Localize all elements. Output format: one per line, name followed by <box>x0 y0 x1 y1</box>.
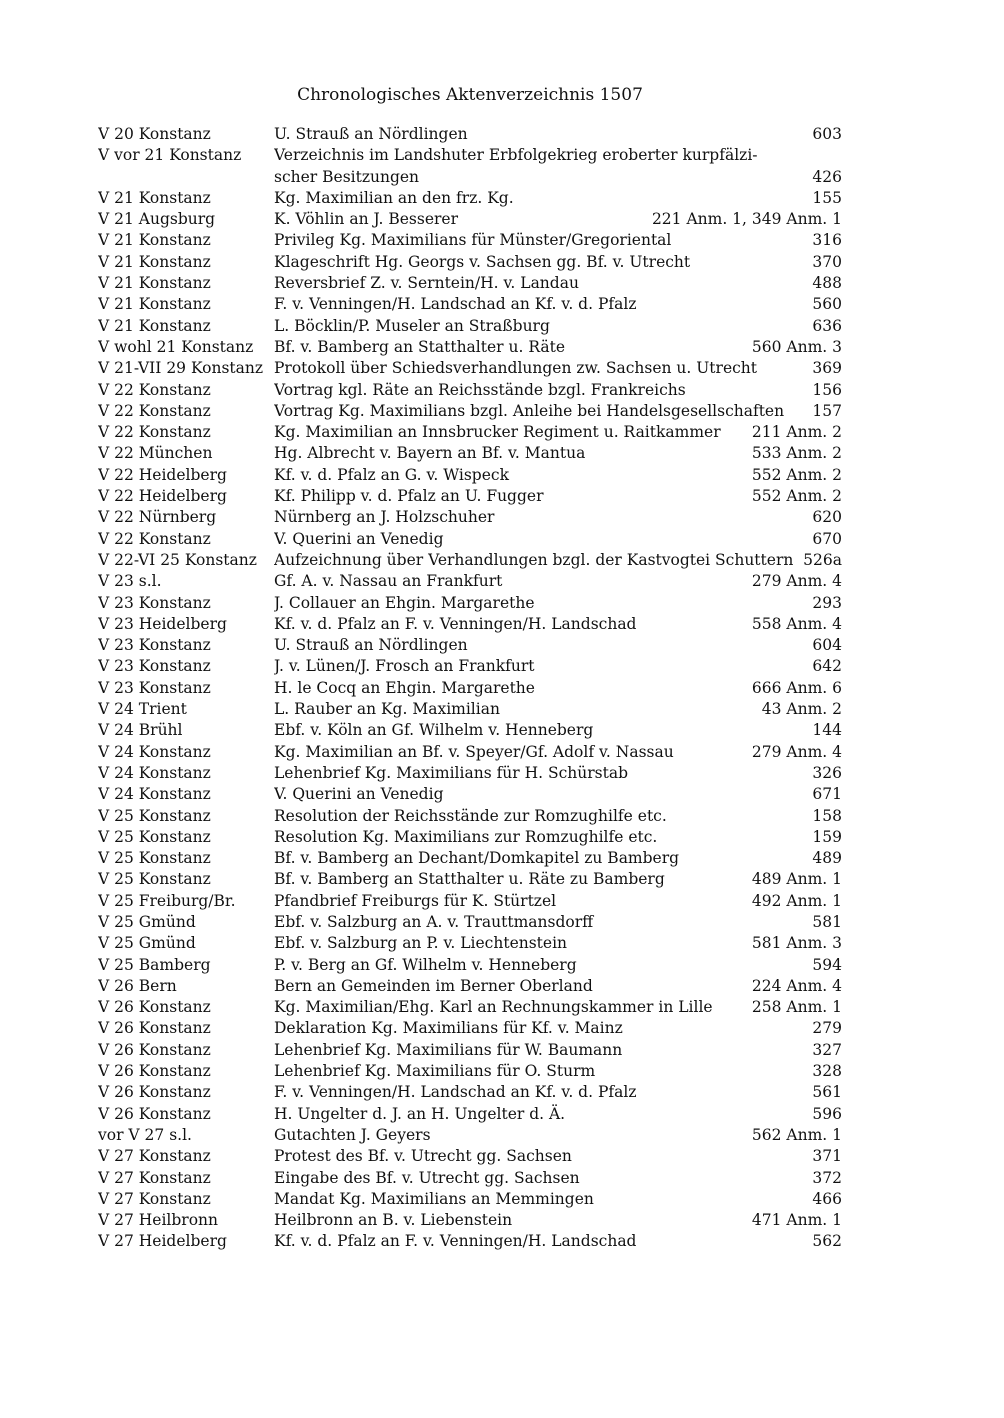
entry-description: J. Collauer an Ehgin. Margarethe <box>274 593 535 612</box>
entry-reference: 279 Anm. 4 <box>751 572 842 591</box>
entry-description: Lehenbrief Kg. Maximilians für W. Baumann <box>274 1040 623 1059</box>
entry-reference: 620 <box>812 508 842 527</box>
list-item <box>98 593 842 614</box>
entry-date: V 22 Konstanz <box>98 401 211 420</box>
entry-date: V 22 Konstanz <box>98 380 211 399</box>
list-item <box>98 380 842 401</box>
entry-reference: 369 <box>812 359 842 378</box>
list-item <box>98 763 842 784</box>
list-item <box>98 806 842 827</box>
entry-date: V 26 Konstanz <box>98 1083 211 1102</box>
list-item <box>98 933 842 954</box>
entry-reference: 155 <box>812 188 842 207</box>
entry-reference: 560 Anm. 3 <box>751 337 842 356</box>
entry-description: Verzeichnis im Landshuter Erbfolgekrieg eroberter kurpfälzi- <box>274 146 758 165</box>
entry-description: Kg. Maximilian/Ehg. Karl an Rechnungskammer in Lille <box>274 998 713 1017</box>
entry-date: V 25 Gmünd <box>98 934 196 953</box>
entry-description: Vortrag Kg. Maximilians bzgl. Anleihe bei Handelsgesellschaften <box>274 401 785 420</box>
list-item <box>98 145 842 166</box>
entry-date: V 24 Konstanz <box>98 763 211 782</box>
list-item <box>98 1018 842 1039</box>
entry-date: V 25 Freiburg/Br. <box>98 891 236 910</box>
entry-description: Bf. v. Bamberg an Statthalter u. Räte zu Bamberg <box>274 870 665 889</box>
entry-reference: 562 Anm. 1 <box>751 1125 842 1144</box>
entry-description: Aufzeichnung über Verhandlungen bzgl. der Kastvogtei Schuttern <box>274 550 794 569</box>
list-item <box>98 827 842 848</box>
list-item <box>98 1125 842 1146</box>
list-item <box>98 124 842 145</box>
list-item <box>98 784 842 805</box>
entry-description: Klageschrift Hg. Georgs v. Sachsen gg. Bf. v. Utrecht <box>274 252 691 271</box>
list-item <box>98 443 842 464</box>
entry-description: L. Rauber an Kg. Maximilian <box>274 700 500 719</box>
entry-date: V 22 München <box>98 444 213 463</box>
entry-description: Protest des Bf. v. Utrecht gg. Sachsen <box>274 1147 572 1166</box>
entry-date: V 21 Augsburg <box>98 210 216 229</box>
entry-reference: 642 <box>812 657 842 676</box>
entry-reference: 372 <box>812 1168 842 1187</box>
entry-reference: 581 <box>812 912 842 931</box>
entry-reference: 666 Anm. 6 <box>751 678 842 697</box>
entry-date: V 25 Konstanz <box>98 870 211 889</box>
entry-description: K. Vöhlin an J. Besserer <box>274 210 458 229</box>
list-item <box>98 869 842 890</box>
entry-date: V 23 Konstanz <box>98 657 211 676</box>
list-item <box>98 678 842 699</box>
entry-reference: 144 <box>812 721 842 740</box>
list-item <box>98 699 842 720</box>
list-item <box>98 188 842 209</box>
entry-date: V 26 Konstanz <box>98 1104 211 1123</box>
entry-reference: 156 <box>812 380 842 399</box>
entry-date: V 21 Konstanz <box>98 188 211 207</box>
entry-description: H. le Cocq an Ehgin. Margarethe <box>274 678 535 697</box>
list-item <box>98 167 842 188</box>
page-header: Chronologisches Aktenverzeichnis 1507 <box>297 85 643 105</box>
entry-description: Heilbronn an B. v. Liebenstein <box>274 1211 513 1230</box>
entry-reference: 221 Anm. 1, 349 Anm. 1 <box>651 210 842 229</box>
entry-date: V 25 Konstanz <box>98 827 211 846</box>
entry-description: Bf. v. Bamberg an Statthalter u. Räte <box>274 337 566 356</box>
entry-date: V 22 Konstanz <box>98 529 211 548</box>
entry-reference: 552 Anm. 2 <box>751 487 842 506</box>
entry-description: Kg. Maximilian an Innsbrucker Regiment u. Raitkammer <box>274 423 721 442</box>
list-item <box>98 1040 842 1061</box>
entry-reference: 326 <box>812 763 842 782</box>
list-item <box>98 273 842 294</box>
list-item <box>98 209 842 230</box>
list-item <box>98 1210 842 1231</box>
entry-description: Kg. Maximilian an Bf. v. Speyer/Gf. Adolf v. Nassau <box>274 742 674 761</box>
entry-description: L. Böcklin/P. Museler an Straßburg <box>274 316 550 335</box>
entry-reference: 211 Anm. 2 <box>751 423 842 442</box>
entry-reference: 370 <box>812 252 842 271</box>
list-item <box>98 294 842 315</box>
entry-date: V 24 Konstanz <box>98 742 211 761</box>
entry-reference: 560 <box>812 295 842 314</box>
entry-description: U. Strauß an Nördlingen <box>274 636 468 655</box>
entry-date: vor V 27 s.l. <box>98 1125 192 1144</box>
entry-description: Pfandbrief Freiburgs für K. Stürtzel <box>274 891 557 910</box>
list-item <box>98 507 842 528</box>
entry-reference: 471 Anm. 1 <box>751 1211 842 1230</box>
entry-description: P. v. Berg an Gf. Wilhelm v. Henneberg <box>274 955 577 974</box>
entry-date: V 26 Konstanz <box>98 1040 211 1059</box>
list-item <box>98 550 842 571</box>
entry-description: H. Ungelter d. J. an H. Ungelter d. Ä. <box>274 1104 566 1123</box>
entry-description: Kf. v. d. Pfalz an F. v. Venningen/H. Landschad <box>274 614 637 633</box>
entry-date: V 24 Konstanz <box>98 785 211 804</box>
entry-description: Kf. v. d. Pfalz an F. v. Venningen/H. Landschad <box>274 1232 637 1251</box>
entry-date: V 20 Konstanz <box>98 125 211 143</box>
entry-date: V wohl 21 Konstanz <box>98 337 254 356</box>
entry-reference: 328 <box>812 1062 842 1081</box>
entry-date: V 25 Bamberg <box>98 955 211 974</box>
list-item <box>98 337 842 358</box>
entry-date: V 22 Nürnberg <box>98 508 217 527</box>
entry-date: V 23 Heidelberg <box>98 614 227 633</box>
entry-reference: 636 <box>812 316 842 335</box>
entry-date: V 23 Konstanz <box>98 678 211 697</box>
entry-date: V 27 Konstanz <box>98 1147 211 1166</box>
entry-description: Kf. v. d. Pfalz an G. v. Wispeck <box>274 465 509 484</box>
entry-description: Protokoll über Schiedsverhandlungen zw. Sachsen u. Utrecht <box>274 359 758 378</box>
entry-description: Gutachten J. Geyers <box>274 1125 431 1144</box>
entry-description: Bern an Gemeinden im Berner Oberland <box>274 976 593 995</box>
entry-description: Kf. Philipp v. d. Pfalz an U. Fugger <box>274 487 544 506</box>
list-item <box>98 848 842 869</box>
entry-date: V 27 Konstanz <box>98 1189 211 1208</box>
entry-description: Kg. Maximilian an den frz. Kg. <box>274 188 514 207</box>
entry-reference: 596 <box>812 1104 842 1123</box>
entry-date: V 25 Konstanz <box>98 849 211 868</box>
entry-description: U. Strauß an Nördlingen <box>274 125 468 143</box>
entry-reference: 293 <box>812 593 842 612</box>
entry-reference: 581 Anm. 3 <box>751 934 842 953</box>
entry-reference: 603 <box>812 125 842 143</box>
list-item <box>98 465 842 486</box>
entry-date: V 22 Heidelberg <box>98 487 227 506</box>
entry-reference: 558 Anm. 4 <box>751 614 842 633</box>
list-item <box>98 614 842 635</box>
entry-date: V 21 Konstanz <box>98 316 211 335</box>
list-item <box>98 635 842 656</box>
entry-description: Reversbrief Z. v. Serntein/H. v. Landau <box>274 274 579 293</box>
entry-description: Deklaration Kg. Maximilians für Kf. v. Mainz <box>274 1019 623 1038</box>
entry-date: V 24 Brühl <box>98 721 183 740</box>
entry-reference: 670 <box>812 529 842 548</box>
entry-description: Privileg Kg. Maximilians für Münster/Gregoriental <box>274 231 672 250</box>
entry-reference: 327 <box>812 1040 842 1059</box>
list-item <box>98 1146 842 1167</box>
entry-reference: 224 Anm. 4 <box>751 976 842 995</box>
list-item <box>98 1104 842 1125</box>
entry-date: V 23 Konstanz <box>98 593 211 612</box>
entry-description: Ebf. v. Salzburg an P. v. Liechtenstein <box>274 934 568 953</box>
list-item <box>98 997 842 1018</box>
list-item <box>98 571 842 592</box>
list-item <box>98 422 842 443</box>
entry-reference: 552 Anm. 2 <box>751 465 842 484</box>
entry-description: Bf. v. Bamberg an Dechant/Domkapitel zu Bamberg <box>274 849 680 868</box>
entry-description: Ebf. v. Köln an Gf. Wilhelm v. Henneberg <box>274 721 594 740</box>
entry-date: V 24 Trient <box>98 700 187 719</box>
entry-date: V 22 Konstanz <box>98 423 211 442</box>
entry-reference: 279 Anm. 4 <box>751 742 842 761</box>
entry-description: Vortrag kgl. Räte an Reichsstände bzgl. Frankreichs <box>274 380 686 399</box>
entry-reference: 159 <box>812 827 842 846</box>
entry-description: Ebf. v. Salzburg an A. v. Trauttmansdorff <box>274 912 594 931</box>
list-item <box>98 891 842 912</box>
list-item <box>98 742 842 763</box>
entry-date: V 27 Konstanz <box>98 1168 211 1187</box>
list-item <box>98 1082 842 1103</box>
entry-date: V 23 s.l. <box>98 572 162 591</box>
list-item <box>98 316 842 337</box>
entry-reference: 158 <box>812 806 842 825</box>
entry-date: V 22-VI 25 Konstanz <box>98 550 257 569</box>
list-item <box>98 401 842 422</box>
entry-reference: 594 <box>812 955 842 974</box>
list-item <box>98 976 842 997</box>
list-item <box>98 358 842 379</box>
list-item <box>98 486 842 507</box>
entry-description: F. v. Venningen/H. Landschad an Kf. v. d. Pfalz <box>274 1083 637 1102</box>
entry-reference: 561 <box>812 1083 842 1102</box>
list-item <box>98 656 842 677</box>
entry-date: V 23 Konstanz <box>98 636 211 655</box>
list-item <box>98 1168 842 1189</box>
entry-description: scher Besitzungen <box>274 167 420 186</box>
entry-reference: 258 Anm. 1 <box>751 998 842 1017</box>
entry-date: V 27 Heidelberg <box>98 1232 227 1251</box>
entry-description: V. Querini an Venedig <box>274 785 444 804</box>
list-item <box>98 912 842 933</box>
entry-date: V 26 Konstanz <box>98 1019 211 1038</box>
entry-date: V 21 Konstanz <box>98 295 211 314</box>
entry-reference: 526a <box>803 550 842 569</box>
entry-description: Nürnberg an J. Holzschuher <box>274 508 495 527</box>
entry-date: V 26 Konstanz <box>98 1062 211 1081</box>
entry-description: Gf. A. v. Nassau an Frankfurt <box>274 572 503 591</box>
entry-date: V 26 Konstanz <box>98 998 211 1017</box>
entry-date: V 25 Gmünd <box>98 912 196 931</box>
list-item <box>98 1231 842 1252</box>
entry-description: Resolution Kg. Maximilians zur Romzughilfe etc. <box>274 827 658 846</box>
entry-reference: 489 <box>812 849 842 868</box>
entry-date: V 26 Bern <box>98 976 177 995</box>
list-item <box>98 230 842 251</box>
entry-reference: 492 Anm. 1 <box>751 891 842 910</box>
entry-date: V 27 Heilbronn <box>98 1211 219 1230</box>
entry-date: V vor 21 Konstanz <box>98 146 242 165</box>
entry-reference: 157 <box>812 401 842 420</box>
entry-reference: 279 <box>812 1019 842 1038</box>
entry-reference: 604 <box>812 636 842 655</box>
entry-date: V 21 Konstanz <box>98 231 211 250</box>
entry-reference: 371 <box>812 1147 842 1166</box>
entry-reference: 43 Anm. 2 <box>761 700 842 719</box>
entry-reference: 316 <box>812 231 842 250</box>
entry-description: Mandat Kg. Maximilians an Memmingen <box>274 1189 594 1208</box>
entry-description: Eingabe des Bf. v. Utrecht gg. Sachsen <box>274 1168 580 1187</box>
entry-description: Hg. Albrecht v. Bayern an Bf. v. Mantua <box>274 444 586 463</box>
entry-description: Lehenbrief Kg. Maximilians für H. Schürstab <box>274 763 629 782</box>
list-item <box>98 1189 842 1210</box>
list-item <box>98 252 842 273</box>
entry-date: V 21 Konstanz <box>98 274 211 293</box>
entry-description: Resolution der Reichsstände zur Romzughilfe etc. <box>274 806 667 825</box>
list-item <box>98 529 842 550</box>
entry-reference: 533 Anm. 2 <box>751 444 842 463</box>
list-item <box>98 720 842 741</box>
list-item <box>98 955 842 976</box>
list-item <box>98 1061 842 1082</box>
entry-reference: 488 <box>812 274 842 293</box>
entry-reference: 489 Anm. 1 <box>751 870 842 889</box>
entry-reference: 562 <box>812 1232 842 1251</box>
chronology-list <box>98 124 842 1253</box>
entry-date: V 25 Konstanz <box>98 806 211 825</box>
entry-reference: 426 <box>812 167 842 186</box>
entry-reference: 466 <box>812 1189 842 1208</box>
entry-description: F. v. Venningen/H. Landschad an Kf. v. d. Pfalz <box>274 295 637 314</box>
entry-description: V. Querini an Venedig <box>274 529 444 548</box>
entry-reference: 671 <box>812 785 842 804</box>
entry-description: J. v. Lünen/J. Frosch an Frankfurt <box>274 657 535 676</box>
entry-date: V 21-VII 29 Konstanz <box>98 359 264 378</box>
entry-description: Lehenbrief Kg. Maximilians für O. Sturm <box>274 1062 596 1081</box>
entry-date: V 21 Konstanz <box>98 252 211 271</box>
entry-date: V 22 Heidelberg <box>98 465 227 484</box>
